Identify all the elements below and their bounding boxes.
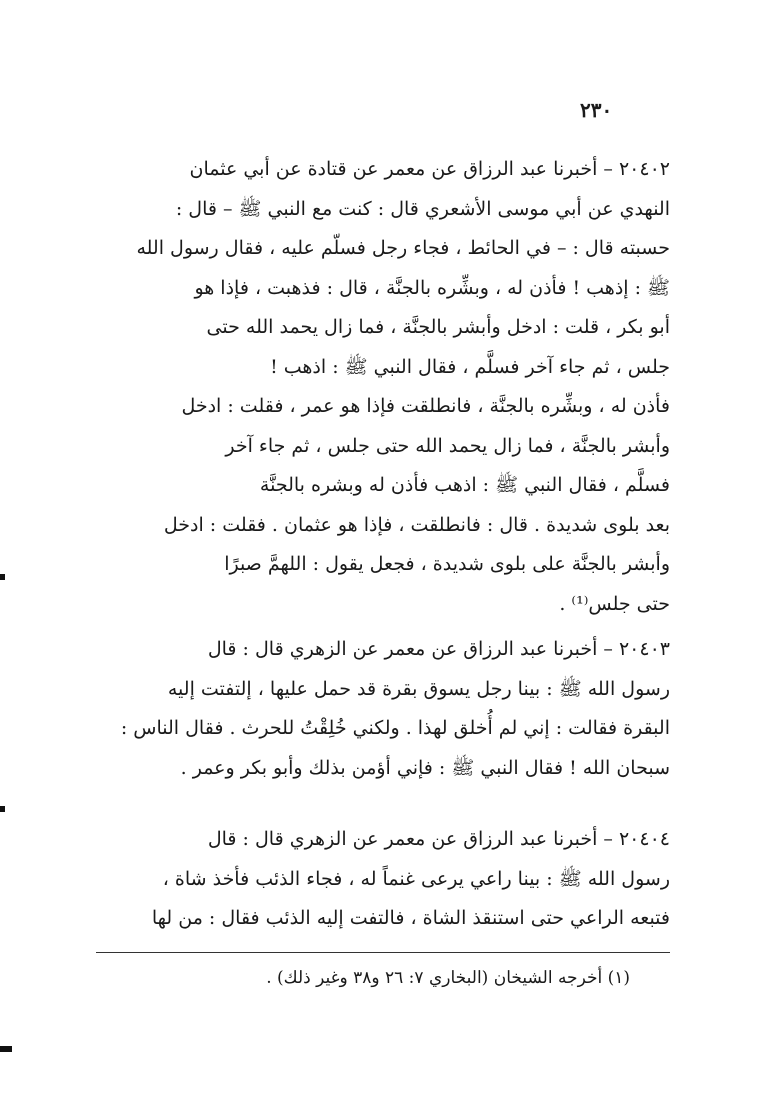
text-line: وأبشر بالجنَّة على بلوى شديدة ، فجعل يقول : اللهمَّ صبرًا — [224, 553, 670, 575]
text-line: فسلَّم ، فقال النبي ﷺ : اذهب فأذن له وبشره بالجنَّة — [259, 474, 670, 496]
text-line: جلس ، ثم جاء آخر فسلَّم ، فقال النبي ﷺ : اذهب ! — [270, 355, 670, 378]
text-line: رسول الله ﷺ : بينا راعي يرعى غنماً له ، فجاء الذئب فأخذ شاة ، — [162, 867, 670, 890]
text-line: النهدي عن أبي موسى الأشعري قال : كنت مع النبي ﷺ – قال : — [175, 197, 670, 220]
scan-mark — [0, 574, 5, 580]
text-line: رسول الله ﷺ : بينا رجل يسوق بقرة قد حمل عليها ، إلتفتت إليه — [167, 677, 670, 700]
footnote: (١) أخرجه الشيخان (البخاري ٧: ٢٦ و٣٨ وغير ذلك) . — [266, 968, 630, 988]
scan-mark — [0, 806, 5, 812]
text-line: حتى جلس⁽¹⁾ . — [559, 592, 670, 615]
page-number: ٢٣٠ — [580, 98, 613, 122]
text-line: حسبته قال : – في الحائط ، فجاء رجل فسلّم عليه ، فقال رسول الله — [136, 237, 670, 259]
text-line: فأذن له ، وبشِّره بالجنَّة ، فانطلقت فإذا هو عمر ، فقلت : ادخل — [181, 395, 670, 417]
text-line: أبو بكر ، قلت : ادخل وأبشر بالجنَّة ، فما زال يحمد الله حتى — [206, 316, 670, 338]
hadith-20403 — [96, 630, 670, 788]
scan-mark — [0, 1046, 12, 1052]
text-line: ٢٠٤٠٤ – أخبرنا عبد الرزاق عن معمر عن الزهري قال : قال — [207, 828, 670, 850]
text-line: البقرة فقالت : إني لم أُخلق لهذا . ولكني خُلِقْتُ للحرث . فقال الناس : — [120, 717, 670, 739]
footnote-divider — [96, 952, 670, 953]
text-line: ﷺ : إذهب ! فأذن له ، وبشِّره بالجنَّة ، قال : فذهبت ، فإذا هو — [194, 276, 670, 299]
text-line: بعد بلوى شديدة . قال : فانطلقت ، فإذا هو عثمان . فقلت : ادخل — [163, 513, 670, 536]
text-line: وأبشر بالجنَّة ، فما زال يحمد الله حتى جلس ، ثم جاء آخر — [225, 434, 670, 457]
hadith-20402 — [96, 150, 670, 624]
text-line: ٢٠٤٠٢ – أخبرنا عبد الرزاق عن معمر عن قتادة عن أبي عثمان — [189, 158, 670, 180]
text-line: فتبعه الراعي حتى استنقذ الشاة ، فالتفت إليه الذئب فقال : من لها — [151, 907, 670, 929]
text-line: ٢٠٤٠٣ – أخبرنا عبد الرزاق عن معمر عن الزهري قال : قال — [207, 638, 670, 660]
text-line: سبحان الله ! فقال النبي ﷺ : فإني أؤمن بذلك وأبو بكر وعمر . — [180, 756, 670, 779]
hadith-20404 — [96, 820, 670, 939]
